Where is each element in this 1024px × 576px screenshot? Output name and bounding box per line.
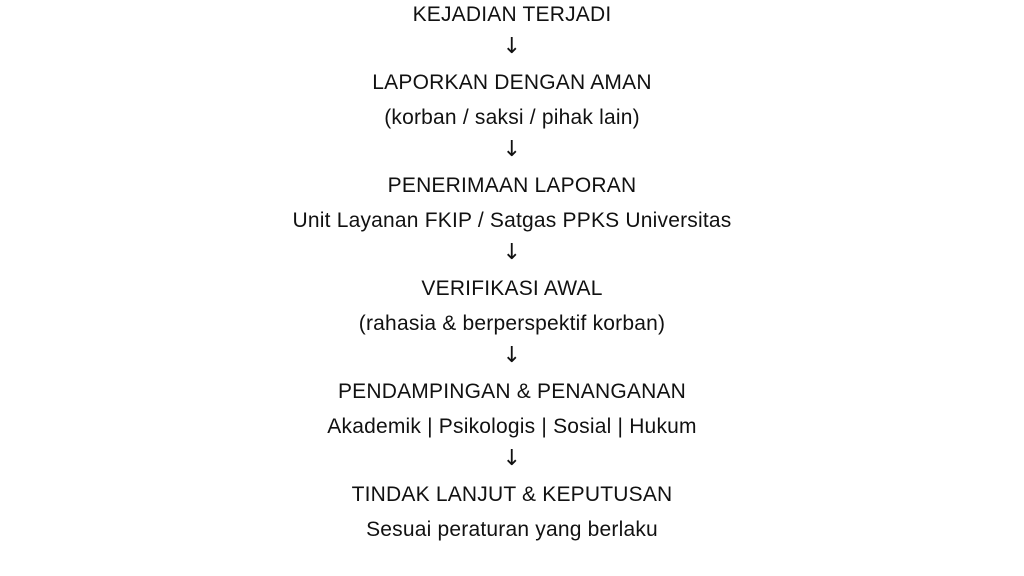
- step-6-subtitle: Sesuai peraturan yang berlaku: [366, 518, 658, 541]
- step-4-subtitle: (rahasia & berperspektif korban): [358, 312, 666, 335]
- step-1-title: KEJADIAN TERJADI: [412, 3, 612, 26]
- down-arrow-icon: ↓: [502, 446, 522, 471]
- step-5-subtitle: Akademik | Psikologis | Sosial | Hukum: [327, 415, 697, 438]
- step-2-subtitle: (korban / saksi / pihak lain): [384, 106, 640, 129]
- down-arrow-icon: ↓: [502, 137, 522, 162]
- down-arrow-icon: ↓: [502, 343, 522, 368]
- step-3-title: PENERIMAAN LAPORAN: [387, 174, 637, 197]
- step-3-subtitle: Unit Layanan FKIP / Satgas PPKS Universitas: [292, 209, 732, 232]
- step-6-title: TINDAK LANJUT & KEPUTUSAN: [351, 483, 673, 506]
- down-arrow-icon: ↓: [502, 34, 522, 59]
- down-arrow-icon: ↓: [502, 240, 522, 265]
- step-2-title: LAPORKAN DENGAN AMAN: [372, 71, 652, 94]
- step-5-title: PENDAMPINGAN & PENANGANAN: [337, 380, 687, 403]
- step-4-title: VERIFIKASI AWAL: [421, 277, 603, 300]
